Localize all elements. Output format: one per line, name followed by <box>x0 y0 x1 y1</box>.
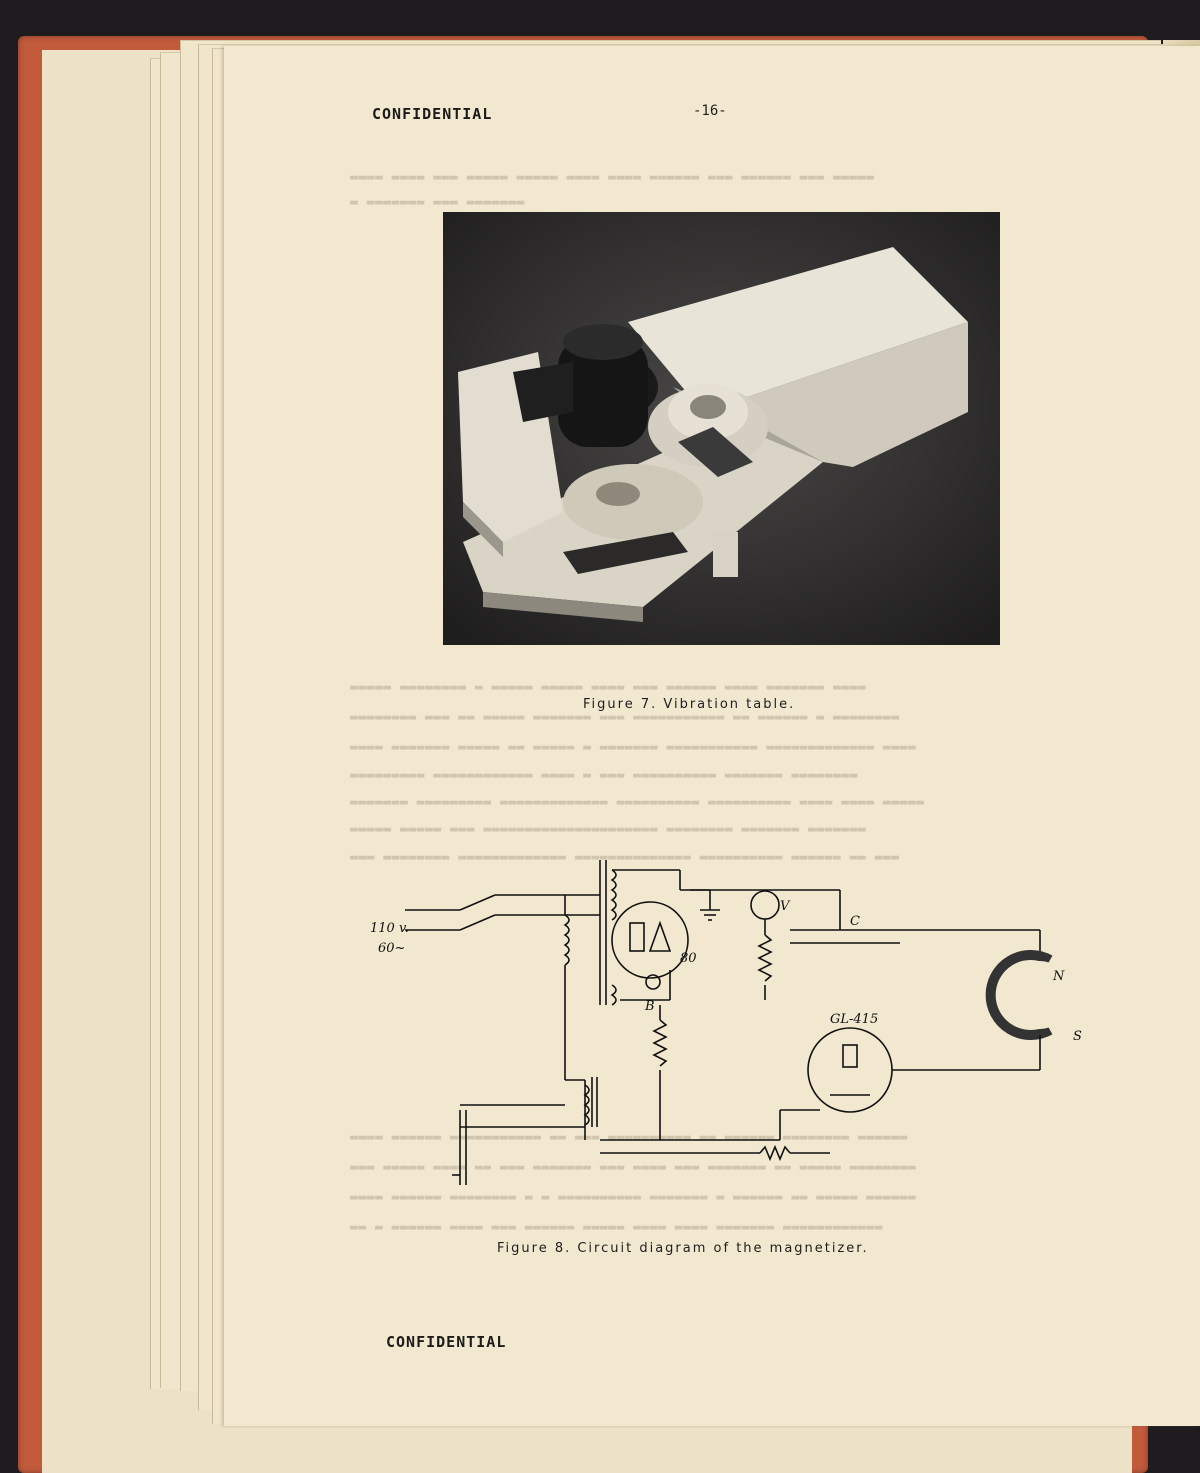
circuit-labels <box>370 899 1082 1044</box>
supply-voltage-label: 110 v. <box>370 921 409 936</box>
confidential-footer: CONFIDENTIAL <box>386 1333 507 1351</box>
capacitor-label: C <box>850 914 860 929</box>
supply-frequency-label: 60~ <box>378 941 406 956</box>
confidential-header: CONFIDENTIAL <box>372 105 493 123</box>
figure-8-caption: Figure 8. Circuit diagram of the magnetizer. <box>497 1241 869 1256</box>
magnetizer-circuit-diagram <box>360 855 1100 1185</box>
page-number: -16- <box>693 103 727 119</box>
meter-label: V <box>780 899 790 914</box>
circuit-schematic <box>360 855 1100 1185</box>
tube-label: GL-415 <box>830 1012 879 1027</box>
battery-label: B <box>645 999 655 1014</box>
vibration-table-illustration <box>443 212 1000 645</box>
south-pole-label: S <box>1073 1029 1082 1044</box>
north-pole-label: N <box>1053 969 1065 984</box>
vibration-table-photo <box>443 212 1000 645</box>
rectifier-label: 80 <box>680 951 697 966</box>
figure-7-caption: Figure 7. Vibration table. <box>583 697 796 712</box>
